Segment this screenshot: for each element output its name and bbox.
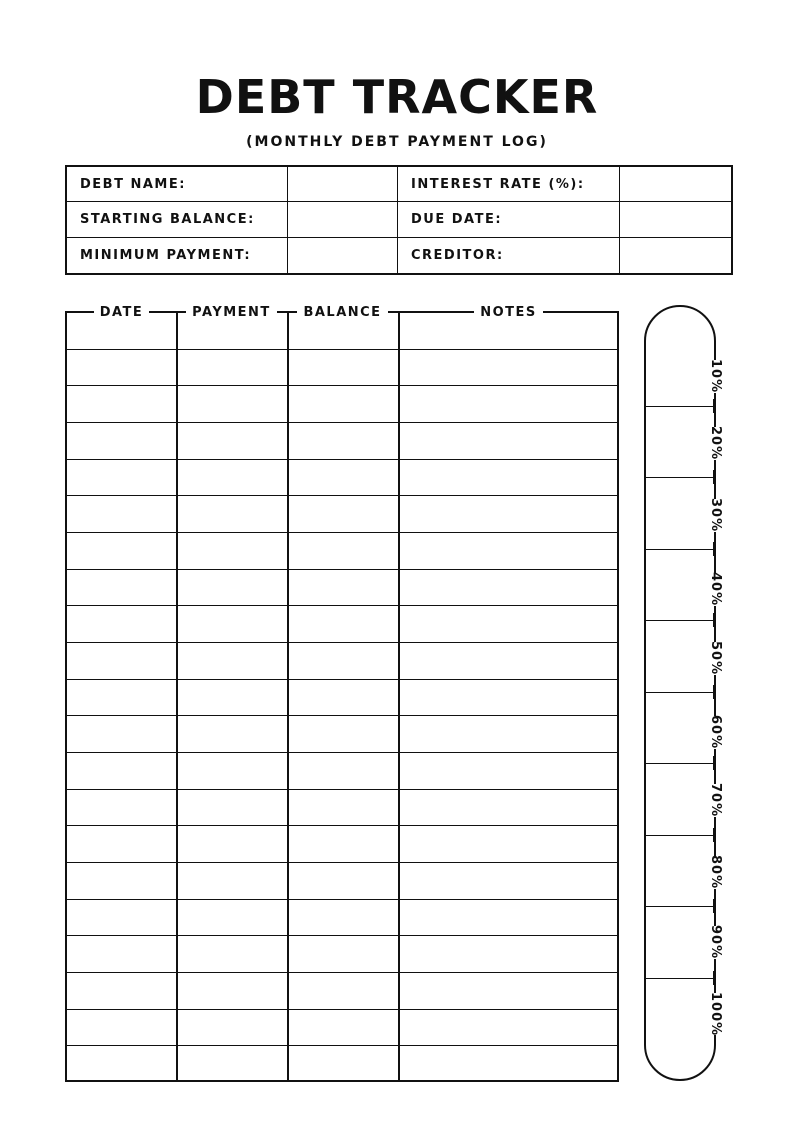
table-row[interactable] — [67, 679, 617, 716]
table-row[interactable] — [67, 752, 617, 789]
table-row[interactable] — [67, 935, 617, 972]
progress-tick-label: 90% — [708, 924, 723, 960]
column-header-payment — [176, 303, 287, 321]
progress-tick-label: 50% — [708, 640, 723, 676]
progress-segment-divider — [646, 692, 716, 693]
starting-balance-label: STARTING BALANCE: — [67, 202, 288, 237]
page-subtitle: (MONTHLY DEBT PAYMENT LOG) — [246, 134, 548, 150]
column-header-notes — [398, 303, 619, 321]
progress-segment-divider — [646, 835, 716, 836]
progress-tick-label: 10% — [708, 358, 723, 394]
payment-log-table — [65, 304, 619, 1082]
minimum-payment-field[interactable] — [288, 238, 398, 273]
progress-tick-label: 100% — [708, 991, 723, 1037]
page-title: DEBT TRACKER — [195, 70, 599, 124]
payment-log-rows — [67, 312, 617, 1080]
table-row[interactable] — [67, 495, 617, 532]
debt-info-table — [65, 165, 733, 275]
table-row[interactable] — [67, 642, 617, 679]
column-header-balance — [287, 303, 398, 321]
progress-tick-mark — [713, 899, 715, 913]
table-row[interactable] — [67, 422, 617, 459]
progress-segment-divider — [646, 477, 716, 478]
progress-tick-mark — [713, 828, 715, 842]
table-row[interactable] — [67, 899, 617, 936]
table-row[interactable] — [67, 789, 617, 826]
progress-tick-label: 60% — [708, 714, 723, 750]
table-row[interactable] — [67, 1045, 617, 1082]
progress-segment-divider — [646, 763, 716, 764]
progress-tick-mark — [713, 399, 715, 413]
progress-segment-divider — [646, 406, 716, 407]
table-row[interactable] — [67, 349, 617, 386]
table-row[interactable] — [67, 972, 617, 1009]
progress-tick-label: 70% — [708, 782, 723, 818]
table-row[interactable] — [67, 715, 617, 752]
progress-tick-mark — [713, 971, 715, 985]
progress-segment-divider — [646, 620, 716, 621]
table-row[interactable] — [67, 532, 617, 569]
table-row[interactable] — [67, 385, 617, 422]
column-header-balance-label: BALANCE — [297, 305, 387, 320]
progress-thermometer — [644, 305, 716, 1081]
debt-name-field[interactable] — [288, 167, 398, 202]
progress-segment-divider — [646, 549, 716, 550]
progress-tick-label: 40% — [708, 571, 723, 607]
column-header-payment-label: PAYMENT — [186, 305, 277, 320]
interest-rate-field[interactable] — [620, 167, 731, 202]
debt-name-label: DEBT NAME: — [67, 167, 288, 202]
progress-tick-label: 80% — [708, 854, 723, 890]
column-divider — [176, 312, 178, 1080]
column-header-date-label: DATE — [94, 305, 150, 320]
column-header-date — [67, 303, 176, 321]
progress-segment-divider — [646, 978, 716, 979]
minimum-payment-label: MINIMUM PAYMENT: — [67, 238, 288, 273]
starting-balance-field[interactable] — [288, 202, 398, 237]
payment-log-header — [67, 303, 617, 321]
progress-tick-mark — [713, 542, 715, 556]
creditor-field[interactable] — [620, 238, 731, 273]
column-divider — [287, 312, 289, 1080]
column-divider — [398, 312, 400, 1080]
progress-tick-mark — [713, 470, 715, 484]
progress-tick-mark — [713, 685, 715, 699]
table-row[interactable] — [67, 605, 617, 642]
progress-tick-mark — [713, 613, 715, 627]
due-date-field[interactable] — [620, 202, 731, 237]
table-row[interactable] — [67, 569, 617, 606]
progress-tick-mark — [713, 756, 715, 770]
progress-segment-divider — [646, 906, 716, 907]
progress-tick-label: 30% — [708, 497, 723, 533]
creditor-label: CREDITOR: — [398, 238, 620, 273]
table-row[interactable] — [67, 459, 617, 496]
progress-tick-label: 20% — [708, 425, 723, 461]
column-header-notes-label: NOTES — [474, 305, 543, 320]
table-row[interactable] — [67, 1009, 617, 1046]
table-row[interactable] — [67, 862, 617, 899]
interest-rate-label: INTEREST RATE (%): — [398, 167, 620, 202]
table-row[interactable] — [67, 825, 617, 862]
due-date-label: DUE DATE: — [398, 202, 620, 237]
